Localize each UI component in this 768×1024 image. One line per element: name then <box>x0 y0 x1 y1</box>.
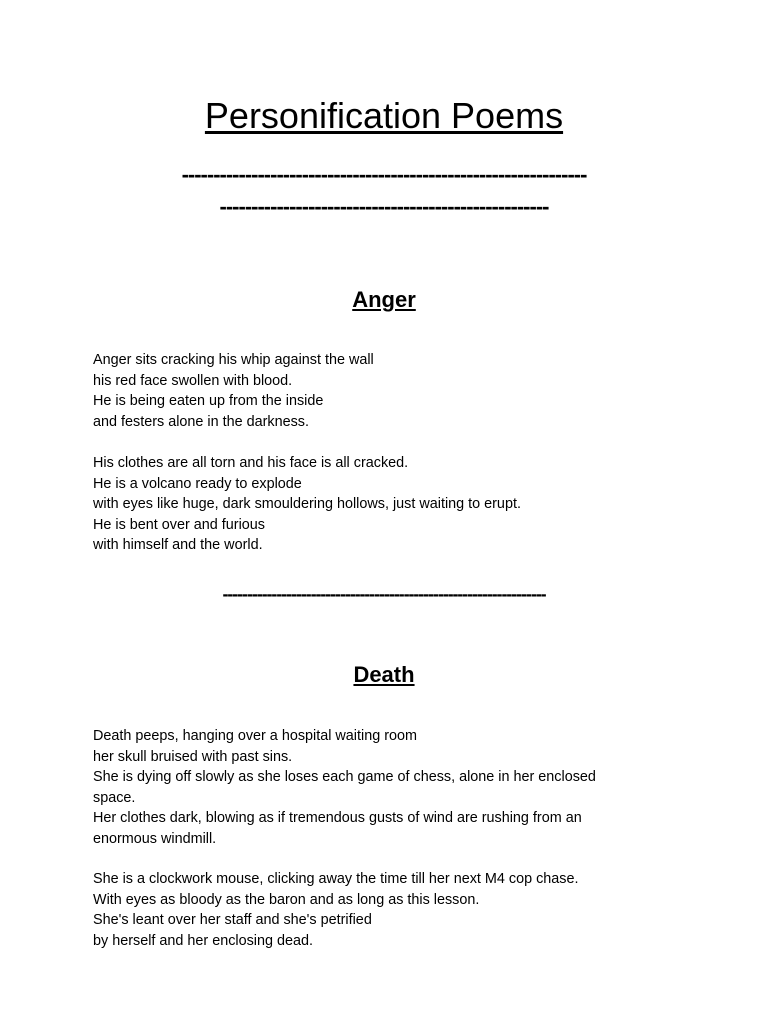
poem-line: She is dying off slowly as she loses each game of chess, alone in her enclosed <box>93 769 596 786</box>
poem-line: space. <box>93 789 136 806</box>
separator-top-line-2: ---------------------------------------------------- <box>219 196 549 218</box>
separator-middle: ------------------------------------------------------------------ <box>222 584 546 604</box>
poem-line: by herself and her enclosing dead. <box>93 932 314 949</box>
poem-line: Her clothes dark, blowing as if tremendous gusts of wind are rushing from an <box>93 810 582 827</box>
poem-title-anger: Anger <box>352 287 416 312</box>
poem-line: He is bent over and furious <box>93 516 265 533</box>
poem-line: his red face swollen with blood. <box>93 372 293 389</box>
poem-line: with himself and the world. <box>93 537 263 554</box>
poem-title-death: Death <box>353 662 415 687</box>
poem-line: with eyes like huge, dark smouldering hollows, just waiting to erupt. <box>93 496 521 513</box>
page-title: Personification Poems <box>204 95 564 136</box>
poem-line: She's leant over her staff and she's petrified <box>93 912 372 929</box>
death-stanza-1 <box>93 726 653 850</box>
poem-line: Anger sits cracking his whip against the wall <box>93 352 374 368</box>
poem-line: and festers alone in the darkness. <box>93 413 309 430</box>
separator-top-line-1: ---------------------------------------------------------------- <box>181 164 587 186</box>
poem-line: He is being eaten up from the inside <box>93 393 324 410</box>
poem-line: With eyes as bloody as the baron and as long as this lesson. <box>93 891 480 908</box>
poem-line: He is a volcano ready to explode <box>93 475 302 492</box>
poem-line: Death peeps, hanging over a hospital waiting room <box>93 728 417 744</box>
poem-line: His clothes are all torn and his face is all cracked. <box>93 455 409 471</box>
poem-line: enormous windmill. <box>93 830 217 847</box>
anger-stanza-1 <box>93 350 653 432</box>
poem-line: her skull bruised with past sins. <box>93 748 293 765</box>
anger-stanza-2 <box>93 453 653 556</box>
death-stanza-2 <box>93 869 653 951</box>
poem-line: She is a clockwork mouse, clicking away the time till her next M4 cop chase. <box>93 871 579 887</box>
